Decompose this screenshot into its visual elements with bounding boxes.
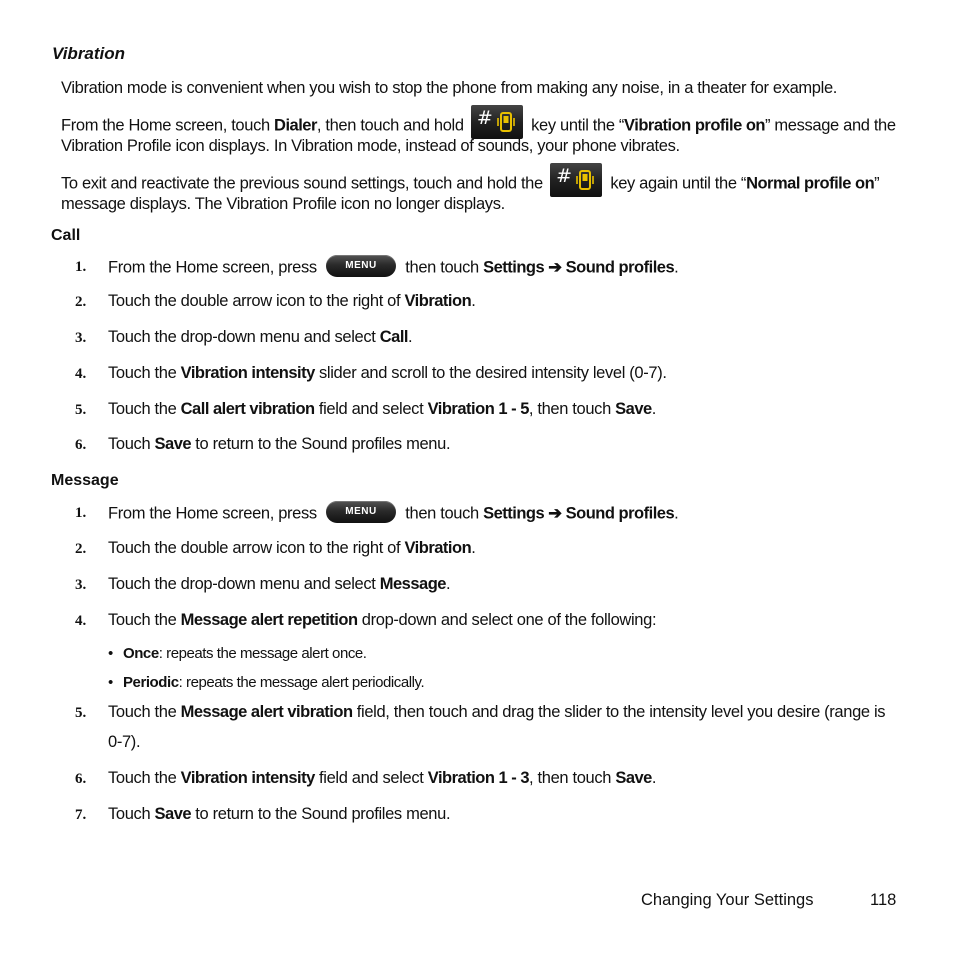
vibration-intensity-label: Vibration intensity bbox=[180, 364, 315, 382]
step-number: 3. bbox=[75, 330, 87, 346]
call-step-6 bbox=[108, 435, 450, 454]
menu-button: MENU bbox=[326, 255, 396, 277]
text: To exit and reactivate the previous sound settings, touch and hold the bbox=[61, 174, 543, 193]
text: Touch the double arrow icon to the right of bbox=[108, 292, 405, 310]
text: . bbox=[471, 292, 476, 310]
settings-path: Settings ➔ Sound profiles bbox=[483, 504, 675, 523]
section-title: Vibration bbox=[52, 44, 126, 63]
text: ” message and the bbox=[765, 116, 896, 135]
page-number: 118 bbox=[870, 891, 897, 909]
vibration-label: Vibration bbox=[404, 292, 472, 310]
text: Touch the drop-down menu and select bbox=[108, 328, 380, 346]
message-step-5 bbox=[108, 703, 885, 722]
dialer-paragraph-line2: Vibration Profile icon displays. In Vibration mode, instead of sounds, your phone vibrates. bbox=[61, 137, 680, 155]
settings-path: Settings ➔ Sound profiles bbox=[483, 258, 675, 277]
call-step-3 bbox=[108, 328, 412, 347]
message-step-7 bbox=[108, 805, 450, 824]
message-heading: Message bbox=[51, 472, 119, 489]
text: key until the “ bbox=[531, 116, 625, 135]
vibrate-phone-icon bbox=[575, 168, 595, 192]
text: field, then touch and drag the slider to the intensity level you desire (range is bbox=[352, 703, 886, 721]
exit-paragraph-line2: message displays. The Vibration Profile icon no longer displays. bbox=[61, 195, 505, 213]
text: then touch bbox=[405, 504, 484, 523]
text: , then touch bbox=[529, 769, 616, 787]
step-number: 5. bbox=[75, 705, 87, 721]
text: . bbox=[651, 400, 656, 418]
text: From the Home screen, touch bbox=[61, 116, 275, 135]
text: , then touch bbox=[528, 400, 616, 418]
text: Touch bbox=[108, 435, 155, 453]
text: Touch bbox=[108, 805, 155, 823]
vibration-value: Vibration 1 - 5 bbox=[427, 400, 529, 418]
text: ” bbox=[874, 174, 880, 193]
call-step-2 bbox=[108, 292, 475, 311]
hash-key-label: # bbox=[476, 107, 493, 129]
vibration-label: Vibration bbox=[404, 539, 472, 557]
text: to return to the Sound profiles menu. bbox=[191, 435, 451, 453]
call-alert-vibration-label: Call alert vibration bbox=[180, 400, 315, 418]
text: . bbox=[408, 328, 413, 346]
vibration-profile-on-label: Vibration profile on bbox=[624, 116, 765, 135]
step-number: 3. bbox=[75, 577, 87, 593]
hash-key-button bbox=[550, 163, 602, 197]
vibration-value: Vibration 1 - 3 bbox=[427, 769, 530, 787]
vibrate-phone-icon bbox=[496, 110, 516, 134]
message-step-4 bbox=[108, 611, 656, 630]
step-number: 6. bbox=[75, 437, 87, 453]
text: Touch the double arrow icon to the right of bbox=[108, 539, 405, 557]
bullet-dot: • bbox=[108, 675, 114, 691]
dialer-label: Dialer bbox=[274, 116, 317, 135]
text: . bbox=[674, 258, 679, 277]
text: drop-down and select one of the following: bbox=[357, 611, 657, 629]
message-label: Message bbox=[379, 575, 446, 593]
step-number: 6. bbox=[75, 771, 87, 787]
save-label: Save bbox=[154, 435, 192, 453]
message-step-5-line2: 0-7). bbox=[108, 733, 141, 751]
save-label: Save bbox=[154, 805, 192, 823]
text: Touch the drop-down menu and select bbox=[108, 575, 380, 593]
text: Touch the bbox=[108, 611, 181, 629]
intro-paragraph: Vibration mode is convenient when you wish to stop the phone from making any noise, in a theater for example. bbox=[61, 79, 838, 97]
text: to return to the Sound profiles menu. bbox=[191, 805, 451, 823]
step-number: 1. bbox=[75, 505, 87, 521]
message-step-2 bbox=[108, 539, 475, 558]
step-number: 4. bbox=[75, 613, 87, 629]
step-number: 2. bbox=[75, 294, 87, 310]
text: slider and scroll to the desired intensity level (0-7). bbox=[314, 364, 667, 382]
text: . bbox=[674, 504, 679, 523]
text: key again until the “ bbox=[610, 174, 747, 193]
save-label: Save bbox=[615, 769, 652, 787]
periodic-label: Periodic bbox=[123, 674, 179, 691]
call-step-5 bbox=[108, 400, 656, 419]
message-alert-repetition-label: Message alert repetition bbox=[180, 611, 358, 629]
step-number: 7. bbox=[75, 807, 87, 823]
text: . bbox=[471, 539, 476, 557]
text: From the Home screen, press bbox=[108, 258, 317, 277]
step-number: 4. bbox=[75, 366, 87, 382]
step-number: 2. bbox=[75, 541, 87, 557]
call-step-4 bbox=[108, 364, 667, 383]
call-label: Call bbox=[379, 328, 409, 346]
message-step-1 bbox=[108, 503, 678, 525]
message-alert-vibration-label: Message alert vibration bbox=[180, 703, 353, 721]
once-label: Once bbox=[123, 645, 159, 662]
call-heading: Call bbox=[51, 227, 81, 244]
vibration-intensity-label: Vibration intensity bbox=[180, 769, 315, 787]
text: . bbox=[445, 575, 451, 593]
text: : repeats the message alert periodically. bbox=[178, 674, 425, 691]
normal-profile-on-label: Normal profile on bbox=[746, 174, 875, 193]
save-label: Save bbox=[615, 400, 652, 418]
footer-chapter: Changing Your Settings bbox=[641, 891, 814, 909]
text: Touch the bbox=[108, 364, 181, 382]
bullet-dot: • bbox=[108, 646, 114, 662]
bullet-once bbox=[123, 645, 367, 662]
text: Touch the bbox=[108, 769, 181, 787]
text: , then touch and hold bbox=[316, 116, 464, 135]
text: Touch the bbox=[108, 400, 181, 418]
message-step-6 bbox=[108, 769, 656, 788]
menu-button: MENU bbox=[326, 501, 396, 523]
text: . bbox=[651, 769, 657, 787]
text: From the Home screen, press bbox=[108, 504, 317, 523]
message-step-3 bbox=[108, 575, 450, 594]
hash-key-label: # bbox=[556, 165, 572, 187]
text: field and select bbox=[314, 400, 428, 418]
text: then touch bbox=[405, 258, 484, 277]
call-step-1 bbox=[108, 257, 678, 279]
text: Touch the bbox=[108, 703, 181, 721]
text: field and select bbox=[314, 769, 428, 787]
step-number: 5. bbox=[75, 402, 87, 418]
text: : repeats the message alert once. bbox=[158, 645, 367, 662]
bullet-periodic bbox=[123, 674, 424, 691]
step-number: 1. bbox=[75, 259, 87, 275]
